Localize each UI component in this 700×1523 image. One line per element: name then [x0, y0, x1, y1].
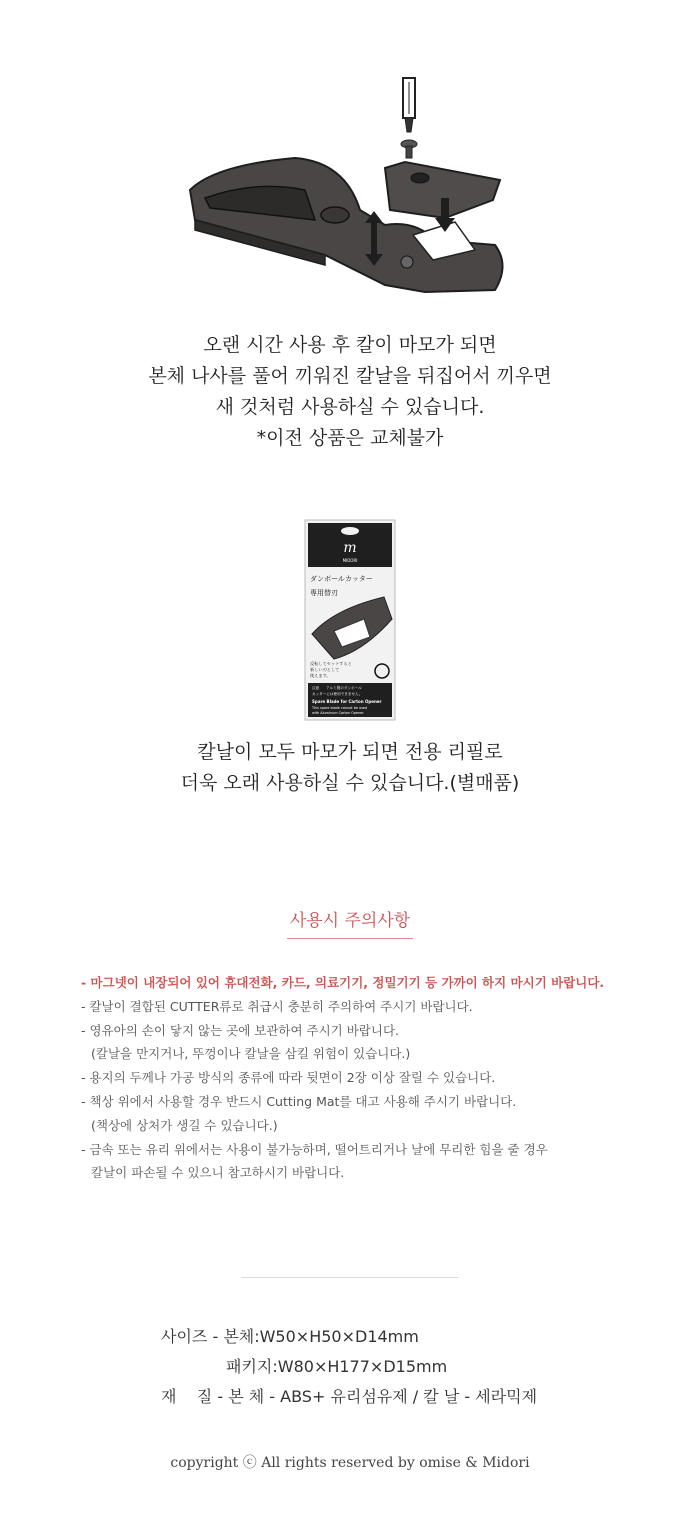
- spec-material: 재 질 - 본 체 - ABS+ 유리섬유제 / 칼 날 - 세라믹제: [161, 1387, 538, 1406]
- product-specs: [161, 1322, 537, 1412]
- package-note: 新しい刃として: [310, 667, 340, 672]
- package-note: 使えます。: [310, 673, 331, 678]
- description-line: 더욱 오래 사용하실 수 있습니다.(별매품): [180, 772, 520, 794]
- english-note: This spare blade cannot be used: [312, 706, 368, 710]
- description-line: 칼날이 모두 마모가 되면 전용 리필로: [197, 741, 503, 763]
- refill-description: [0, 737, 700, 799]
- english-note: with Aluminum Carton Opener.: [312, 711, 365, 715]
- package-note: 反転してセットすると: [310, 661, 352, 666]
- package-subtitle: 専用替刃: [310, 589, 338, 597]
- description-line: 새 것처럼 사용하실 수 있습니다.: [215, 396, 485, 418]
- brand-logo: m: [343, 540, 357, 556]
- warning-label: 注意: [312, 686, 320, 690]
- spec-size: 사이즈 - 본체:W50×H50×D14mm: [161, 1327, 419, 1346]
- screwdriver-icon: [403, 78, 415, 132]
- refill-package-image: [304, 519, 396, 721]
- caution-item: - 용지의 두께나 가공 방식의 종류에 따라 뒷면이 2장 이상 잘릴 수 있습니다.: [81, 1070, 496, 1086]
- caution-item: - 칼날이 결합된 CUTTER류로 취급시 충분히 주의하여 주시기 바랍니다.: [81, 998, 473, 1014]
- english-title: Spare Blade for Carton Opener: [312, 699, 382, 704]
- caution-item: - 영유아의 손이 닿지 않는 곳에 보관하여 주시기 바랍니다.: [81, 1022, 399, 1038]
- copyright-notice: copyright ⓒ All rights reserved by omise & Midori: [170, 1455, 530, 1471]
- spec-package: 패키지:W80×H177×D15mm: [226, 1357, 448, 1376]
- screw-icon: [401, 140, 417, 158]
- caution-item-note: (칼날을 만지거나, 뚜껑이나 칼날을 삼킬 위험이 있습니다.): [91, 1046, 411, 1062]
- warning-text: アルミ製のダンボール: [326, 686, 362, 690]
- caution-heading: 사용시 주의사항: [289, 911, 411, 931]
- caution-item-note: 칼날이 파손될 수 있으니 참고하시기 바랍니다.: [91, 1165, 345, 1181]
- caution-list: [81, 971, 641, 1185]
- warning-text: カッターには使用できません。: [312, 692, 363, 696]
- heading-underline: [287, 938, 413, 939]
- section-divider: [241, 1277, 459, 1278]
- caution-item: - 마그넷이 내장되어 있어 휴대전화, 카드, 의료기기, 정밀기기 등 가까이 하지 마시기 바랍니다.: [81, 975, 605, 990]
- description-line: 본체 나사를 풀어 끼워진 칼날을 뒤집어서 끼우면: [148, 365, 552, 387]
- brand-sub: MIDORI: [342, 558, 358, 563]
- caution-item-note: (책상에 상처가 생길 수 있습니다.): [91, 1117, 278, 1133]
- description-line: 오랜 시간 사용 후 칼이 마모가 되면: [203, 334, 497, 356]
- replacement-description: [0, 330, 700, 454]
- description-line: *이전 상품은 교체불가: [256, 427, 444, 449]
- blade-replacement-illustration: [175, 70, 525, 310]
- caution-item: - 금속 또는 유리 위에서는 사용이 불가능하며, 떨어트리거나 날에 무리한 힘을 줄 경우: [81, 1141, 548, 1157]
- package-title: ダンボールカッター: [310, 575, 373, 583]
- caution-item: - 책상 위에서 사용할 경우 반드시 Cutting Mat를 대고 사용해 주시기 바랍니다.: [81, 1093, 517, 1109]
